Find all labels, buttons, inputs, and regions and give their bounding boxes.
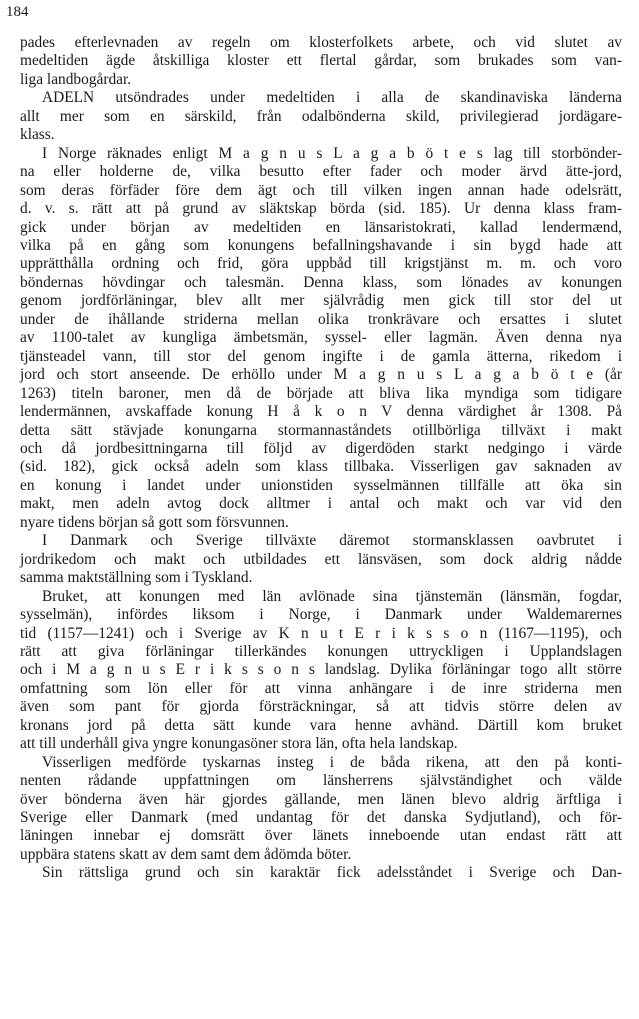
text-line: pades efterlevnaden av regeln om klosterfolkets arbete, och vid slutet av [20,34,622,51]
text-line: under de ihållande striderna mellan olika tronkrävare och ersattes i slutet [20,310,622,328]
text-line: nyare tidens början så gott som försvunnen. [20,513,289,531]
text-line: Sverige eller Danmark (med undantag för det danska Sydjutland), och för- [20,809,622,827]
body-text [20,34,622,883]
text-line: jord och stort anseende. De erhöllo under M a g n u s L a g a b ö t e (år [20,366,622,384]
text-line: som deras förfäder före dem ägt och till vilken ingen annan hade odelsrätt, [20,181,622,199]
text-line: Visserligen medförde tyskarnas insteg i de båda rikena, att den på konti- [42,753,622,771]
text-line: upprätthålla ordning och frid, göra uppbåd till krigstjänst m. m. och voro [20,255,622,273]
text-line: detta sätt stävjade konungarna stormannaståndets otillbörliga tillväxt i makt [20,421,622,439]
text-line: genom jordförläningar, blev allt mer självrådig men gick till stor del ut [20,292,622,310]
text-line: att till underhåll giva yngre konungasöner stora län, ofta hela landskap. [20,735,458,753]
text-line: 1263) titeln baroner, men då de började att bliva lika myndiga som tidigare [20,384,622,402]
text-line: över bönderna även här gjordes gällande, men länen blevo aldrig ärftliga i [20,790,622,808]
text-line: uppbära statens skatt av dem samt dem ådömda böter. [20,845,352,863]
text-line: rätt att giva förläningar tillerkändes konungen uttryckligen i Upplandslagen [20,642,622,660]
text-line: samma maktställning som i Tyskland. [20,569,253,587]
text-line: (sid. 182), gick också adeln som klass tillbaka. Visserligen gav saknaden av [20,458,622,476]
text-line: allt mer som en särskild, från odalbönderna skild, privilegierad jordägare- [20,107,622,125]
text-line: ADELN utsöndrades under medeltiden i alla de skandinaviska länderna [42,89,622,107]
text-line: vilka på en gång som konungens befallningshavande i sin bygd hade att [20,236,622,254]
text-line: klass. [20,126,55,144]
text-line: d. v. s. rätt att på grund av släktskap börda (sid. 185). Ur denna klass fram- [20,200,622,218]
text-line: gick under början av medeltiden en länsaristokrati, kallad lendermænd, [20,218,622,236]
text-line: och i M a g n u s E r i k s s o n s landslag. Dylika förläningar togo allt större [20,661,622,679]
text-line: lendermännen, avskaffade konung H å k o n V denna värdighet år 1308. På [20,403,622,421]
text-line: kronans jord på detta sätt kunde vara henne avhänd. Därtill kom bruket [20,716,622,734]
text-line: läningen innebar ej domsrätt över länets inneboende utan endast rätt att [20,827,622,845]
text-line: tid (1157—1241) och i Sverige av K n u t E r i k s s o n (1167—1195), och [20,624,622,642]
text-line: Bruket, att konungen med län avlönade sina tjänstemän (länsmän, fogdar, [42,587,622,605]
text-line: makt, men adeln avtog dock alltmer i antal och makt och var vid den [20,495,622,513]
text-line: na eller holderne de, vilka besutto efter fader och moder ärvd ätte-jord, [20,163,622,181]
text-line: även som pant för gjorda försträckningar, så att tidvis större delen av [20,698,622,716]
text-line: böndernas hövdingar och talesmän. Denna klass, som lönades av konungen [20,273,622,291]
text-line: liga landbogårdar. [20,70,132,88]
text-line: nenten rådande uppfattningen om länsherrens självständighet och välde [20,772,622,790]
text-line: och då jordbesittningarna till följd av digerdöden starkt nedgingo i värde [20,439,622,457]
text-line: av 1100-talet av kungliga ämbetsmän, syssel- eller lagmän. Även denna nya [20,329,622,347]
text-line: medeltiden ägde åtskilliga kloster ett flertal gårdar, som brukades som van- [20,52,622,70]
text-line: jordrikedom och makt och utbildades ett länsväsen, som dock aldrig nådde [20,550,622,568]
text-line: omfattning som lön eller för att vinna anhängare i de inre striderna men [20,679,622,697]
text-line: I Danmark och Sverige tillväxte däremot stormansklassen oavbrutet i [42,532,622,550]
text-line: tjänsteadel vann, till stor del genom ingifte i de gamla ätterna, rikedom i [20,347,622,365]
text-line: sysselmän), infördes liksom i Norge, i Danmark under Waldemarernes [20,606,622,624]
text-line: Sin rättsliga grund och sin karaktär fick adelsståndet i Sverige och Dan- [42,864,622,882]
text-line: en konung i landet under unionstiden sysselmännen tillfälle att öka sin [20,476,622,494]
page-number: 184 [6,4,29,20]
text-line: I Norge räknades enligt M a g n u s L a g a b ö t e s lag till storbönder- [42,144,622,162]
